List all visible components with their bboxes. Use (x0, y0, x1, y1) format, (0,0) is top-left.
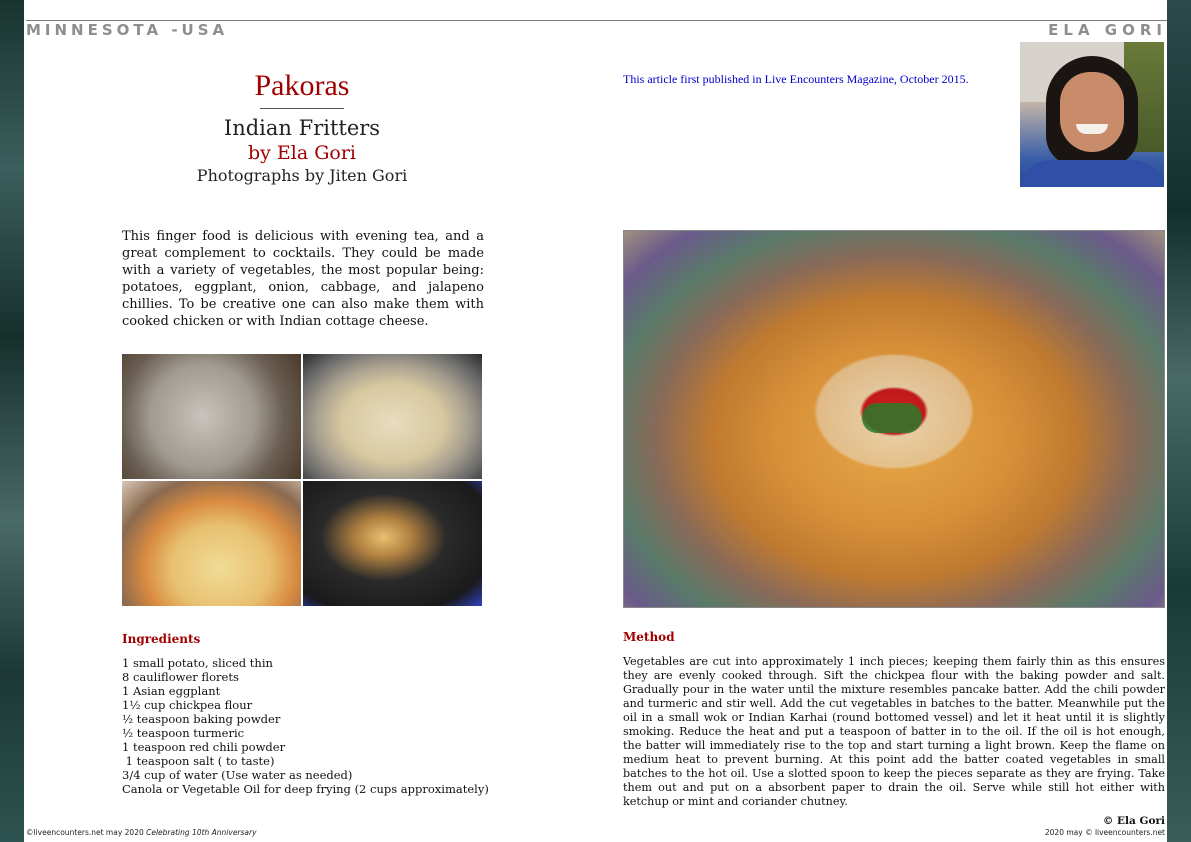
portrait-smile (1076, 124, 1108, 134)
ingredient-item: ½ teaspoon turmeric (122, 726, 245, 740)
footer-left (26, 828, 257, 837)
portrait-face (1060, 72, 1124, 152)
article-byline: by Ela Gori (247, 142, 357, 164)
ingredient-item: Canola or Vegetable Oil for deep frying (2 cups approximately) (122, 782, 489, 796)
ingredient-item: 3/4 cup of water (Use water as needed) (122, 768, 353, 782)
method-paragraph: Vegetables are cut into approximately 1 inch pieces; keeping them fairly thin as this ensures they are evenly cooked through. Sift the chickpea flour with the baking powder and salt. Gradually pour in the water until the mixture resembles pancake batter. Add the chili powder and turmeric and stir well. Add the cut vegetables in batches to the batter. Meanwhile put the oil in a small wok or Indian Karhai (round bottomed vessel) and let it heat until it is slightly smoking. Reduce the heat and put a teaspoon of batter in to the oil. If the oil is hot enough, the batter will immediately rise to the top and start turning a light brown. Keep the flame on medium heat to prevent burning. At this point add the batter coated vegetables in small batches to the hot oil. Use a slotted spoon to keep the pieces separate as they are frying. Take them out and put on a absorbent paper to drain the oil. Serve while still hot either with ketchup or mint and coriander chutney. (623, 655, 1165, 808)
ingredient-item: ½ teaspoon baking powder (122, 712, 281, 726)
photo-mixing-batter (122, 481, 301, 606)
ingredients-heading: Ingredients (122, 632, 201, 646)
footer-site: ©liveencounters.net may 2020 (26, 828, 147, 837)
title-block (152, 68, 452, 187)
photo-credit: Photographs by Jiten Gori (196, 166, 408, 185)
background-left-edge (0, 0, 24, 842)
ingredient-item: 1 Asian eggplant (122, 684, 221, 698)
title-divider (260, 108, 344, 109)
ingredient-item: 1 teaspoon salt ( to taste) (122, 754, 275, 768)
ingredient-item: 1 teaspoon red chili powder (122, 740, 286, 754)
article-title: Pakoras (254, 69, 350, 102)
published-note: This article first published in Live Encounters Magazine, October 2015. (623, 72, 969, 86)
pakoras-main-photo (623, 230, 1165, 608)
ingredients-list (122, 656, 502, 796)
footer-right: 2020 may © liveencounters.net (1044, 828, 1165, 837)
header-author: ELA GORI (1048, 21, 1167, 39)
article-subtitle: Indian Fritters (223, 116, 381, 140)
ingredient-item: 8 cauliflower florets (122, 670, 239, 684)
photo-frying-wok (303, 481, 482, 606)
preparation-photo-collage (122, 354, 483, 606)
copyright-note: © Ela Gori (1102, 815, 1165, 827)
ingredient-item: 1½ cup chickpea flour (122, 698, 253, 712)
background-right-edge (1167, 0, 1191, 842)
magazine-page (24, 0, 1167, 842)
author-portrait (1020, 42, 1164, 187)
footer-anniversary: Celebrating 10th Anniversary (146, 828, 257, 837)
intro-paragraph: This finger food is delicious with evening tea, and a great complement to cocktails. They could be made with a variety of vegetables, the most popular being: potatoes, eggplant, onion, cabbage, and jalapeno chillies. To be creative one can also make them with cooked chicken or with Indian cottage cheese. (122, 229, 484, 329)
portrait-saree (1020, 160, 1164, 187)
cilantro-garnish (862, 403, 922, 433)
photo-cut-vegetables (122, 354, 301, 479)
method-heading: Method (623, 630, 675, 644)
header-location: MINNESOTA -USA (26, 21, 229, 39)
photo-chickpea-flour (303, 354, 482, 479)
ingredient-item: 1 small potato, sliced thin (122, 656, 273, 670)
